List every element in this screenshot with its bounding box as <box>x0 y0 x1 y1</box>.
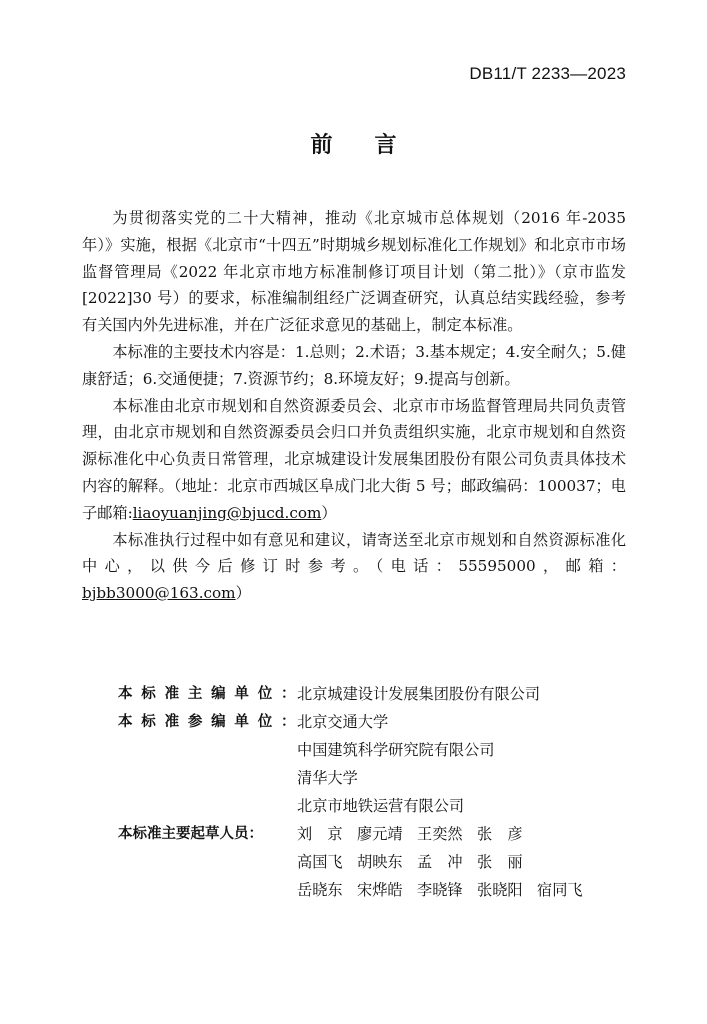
label-colon: ： <box>280 714 296 730</box>
label-char: 准 <box>164 686 180 702</box>
drafter-name: 张 彦 <box>477 825 523 843</box>
participating-unit: 清华大学 <box>297 769 358 787</box>
page-title <box>0 128 707 159</box>
drafters-line <box>297 820 597 848</box>
drafters-list <box>295 820 597 904</box>
participating-units-label <box>118 708 295 736</box>
drafter-name: 刘 京 <box>297 825 343 843</box>
preface-body <box>82 205 626 607</box>
drafter-name: 宋烨皓 <box>357 881 403 899</box>
feedback-text-end: ） <box>235 584 251 603</box>
participating-units-list <box>295 708 494 820</box>
management-text-end: ） <box>321 503 337 522</box>
paragraph-feedback <box>82 527 626 607</box>
chief-unit-label <box>118 680 295 708</box>
participating-unit: 北京交通大学 <box>297 713 389 731</box>
label-char: 位 <box>257 686 273 702</box>
drafter-name: 宿同飞 <box>537 881 583 899</box>
label-char: 编 <box>211 714 226 730</box>
feedback-email-link[interactable]: bjbb3000@163.com <box>82 584 236 603</box>
drafter-name: 岳晓东 <box>297 881 343 899</box>
label-char: 参 <box>187 714 203 730</box>
chief-unit-row <box>118 680 597 708</box>
label-char: 本 <box>118 686 133 702</box>
title-char-1: 前 <box>310 133 333 158</box>
drafters-line <box>297 876 597 904</box>
document-number: DB11/T 2233—2023 <box>469 64 626 83</box>
label-char: 位 <box>257 714 273 730</box>
drafters-line <box>297 848 597 876</box>
drafters-label <box>118 820 295 848</box>
label-char: 主 <box>187 686 203 702</box>
label-colon: ： <box>280 686 296 702</box>
drafter-name: 廖元靖 <box>357 825 403 843</box>
label-char: 标 <box>141 686 156 702</box>
title-char-2: 言 <box>374 133 397 158</box>
drafter-name: 高国飞 <box>297 853 343 871</box>
units-block <box>118 680 597 904</box>
paragraph-management <box>82 393 626 527</box>
drafter-name: 胡映东 <box>357 853 403 871</box>
management-text: 本标准由北京市规划和自然资源委员会、北京市市场监督管理局共同负责管理，由北京市规划和自然资源委员会归口并负责组织实施，北京市规划和自然资源标准化中心负责日常管理，北京城建设计发展集团股份有限公司负责具体技术内容的解释。（地址：北京市西城区阜成门北大街 5 号；邮政编码：100037；电子邮箱: <box>82 396 626 522</box>
drafters-row <box>118 820 597 904</box>
label-char: 单 <box>234 714 249 730</box>
paragraph-purpose: 为贯彻落实党的二十大精神，推动《北京城市总体规划（2016 年-2035 年）》实施，根据《北京市“十四五”时期城乡规划标准化工作规划》和北京市市场监督管理局《2022 年北京市地方标准制修订项目计划（第二批）》（京市监发[2022]30 号）的要求，标准编制组经广泛调查研究，认真总结实践经验，参考有关国内外先进标准，并在广泛征求意见的基础上，制定本标准。 <box>82 209 626 335</box>
drafter-name: 李晓锋 <box>417 881 463 899</box>
participating-unit: 北京市地铁运营有限公司 <box>297 797 465 815</box>
label-char: 标 <box>141 714 156 730</box>
drafters-label-text: 本标准主要起草人员 <box>118 826 249 842</box>
label-char: 编 <box>211 686 226 702</box>
label-char: 单 <box>234 686 249 702</box>
drafter-name: 张 丽 <box>477 853 523 871</box>
drafter-name: 王奕然 <box>417 825 463 843</box>
label-colon: ： <box>248 826 263 842</box>
contact-email-link[interactable]: liaoyuanjing@bjucd.com <box>132 503 322 522</box>
label-char: 本 <box>118 714 133 730</box>
participating-units-row <box>118 708 597 820</box>
label-char: 准 <box>164 714 180 730</box>
feedback-text: 本标准执行过程中如有意见和建议，请寄送至北京市规划和自然资源标准化中心，以供今后修订时参考。（电话：55595000，邮箱： <box>82 530 626 576</box>
drafter-name: 张晓阳 <box>477 881 523 899</box>
chief-unit-value: 北京城建设计发展集团股份有限公司 <box>297 685 540 703</box>
participating-unit: 中国建筑科学研究院有限公司 <box>297 741 495 759</box>
paragraph-contents: 本标准的主要技术内容是：1.总则；2.术语；3.基本规定；4.安全耐久；5.健康舒适；6.交通便捷；7.资源节约；8.环境友好；9.提高与创新。 <box>82 342 626 388</box>
drafter-name: 孟 冲 <box>417 853 463 871</box>
